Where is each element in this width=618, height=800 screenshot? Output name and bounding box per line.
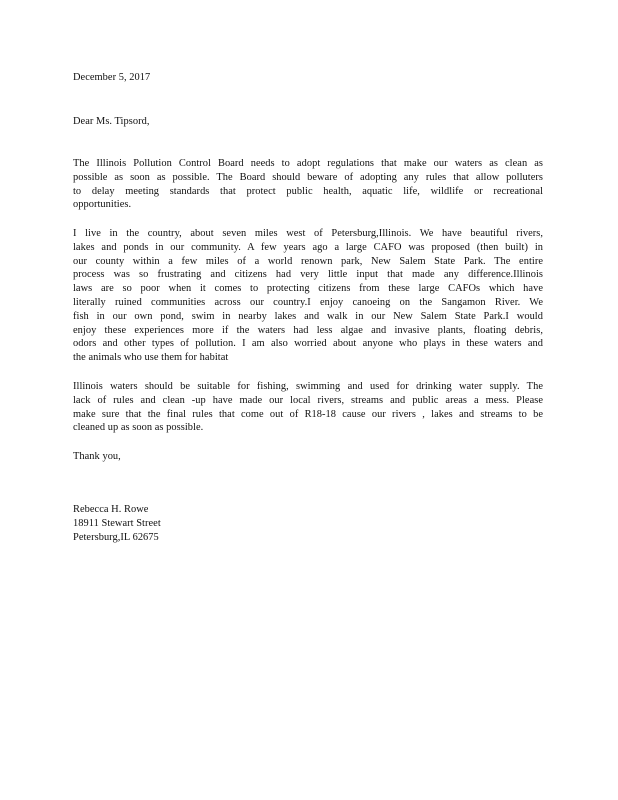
paragraph-line: possible as soon as possible. The Board should beware of adopting any rules that allow polluters xyxy=(73,171,543,183)
paragraph-line: laws are so poor when it comes to protecting citizens from these large CAFOs which have xyxy=(73,283,543,295)
paragraph-line: lakes and ponds in our community. A few years ago a large CAFO was proposed (then built) in xyxy=(73,241,543,253)
paragraph-line: literally ruined communities across our country.I enjoy canoeing on the Sangamon River. We xyxy=(73,296,543,308)
letter-closing: Thank you, xyxy=(73,451,121,462)
paragraph-line: I live in the country, about seven miles west of Petersburg,Illinois. We have beautiful rivers, xyxy=(73,228,543,239)
paragraph-line: odors and other types of pollution. I am also worried about anyone who plays in these waters and xyxy=(73,338,543,350)
letter-salutation: Dear Ms. Tipsord, xyxy=(73,116,150,127)
paragraph-3 xyxy=(73,380,543,435)
paragraph-line: process was so frustrating and citizens had very little input that made any difference.Illinois xyxy=(73,269,543,281)
paragraph-1 xyxy=(73,157,543,212)
signature-block xyxy=(73,503,543,544)
signature-name: Rebecca H. Rowe xyxy=(73,504,149,515)
paragraph-line: opportunities. xyxy=(73,199,132,211)
letter-date: December 5, 2017 xyxy=(73,72,151,83)
paragraph-line: cleaned up as soon as possible. xyxy=(73,422,204,434)
paragraph-line: enjoy these experiences more if the waters had less algae and invasive plants, floating debris, xyxy=(73,324,543,336)
signature-street: 18911 Stewart Street xyxy=(73,517,161,529)
signature-city: Petersburg,IL 62675 xyxy=(73,531,159,543)
paragraph-line: to delay meeting standards that protect public health, aquatic life, wildlife or recreational xyxy=(73,185,543,197)
paragraph-line: the animals who use them for habitat xyxy=(73,352,229,364)
paragraph-line: fish in our own pond, swim in nearby lakes and walk in our New Salem State Park.I would xyxy=(73,310,543,322)
paragraph-line: Illinois waters should be suitable for fishing, swimming and used for drinking water supply. The xyxy=(73,381,543,392)
paragraph-line: The Illinois Pollution Control Board needs to adopt regulations that make our waters as clean as xyxy=(73,158,543,169)
paragraph-line: our county within a few miles of a world renown park, New Salem State Park. The entire xyxy=(73,255,543,267)
paragraph-2 xyxy=(73,227,543,365)
paragraph-line: lack of rules and clean -up have made our local rivers, streams and public areas a mess. Please xyxy=(73,394,543,406)
paragraph-line: make sure that the final rules that come out of R18-18 cause our rivers , lakes and streams to be xyxy=(73,408,543,420)
